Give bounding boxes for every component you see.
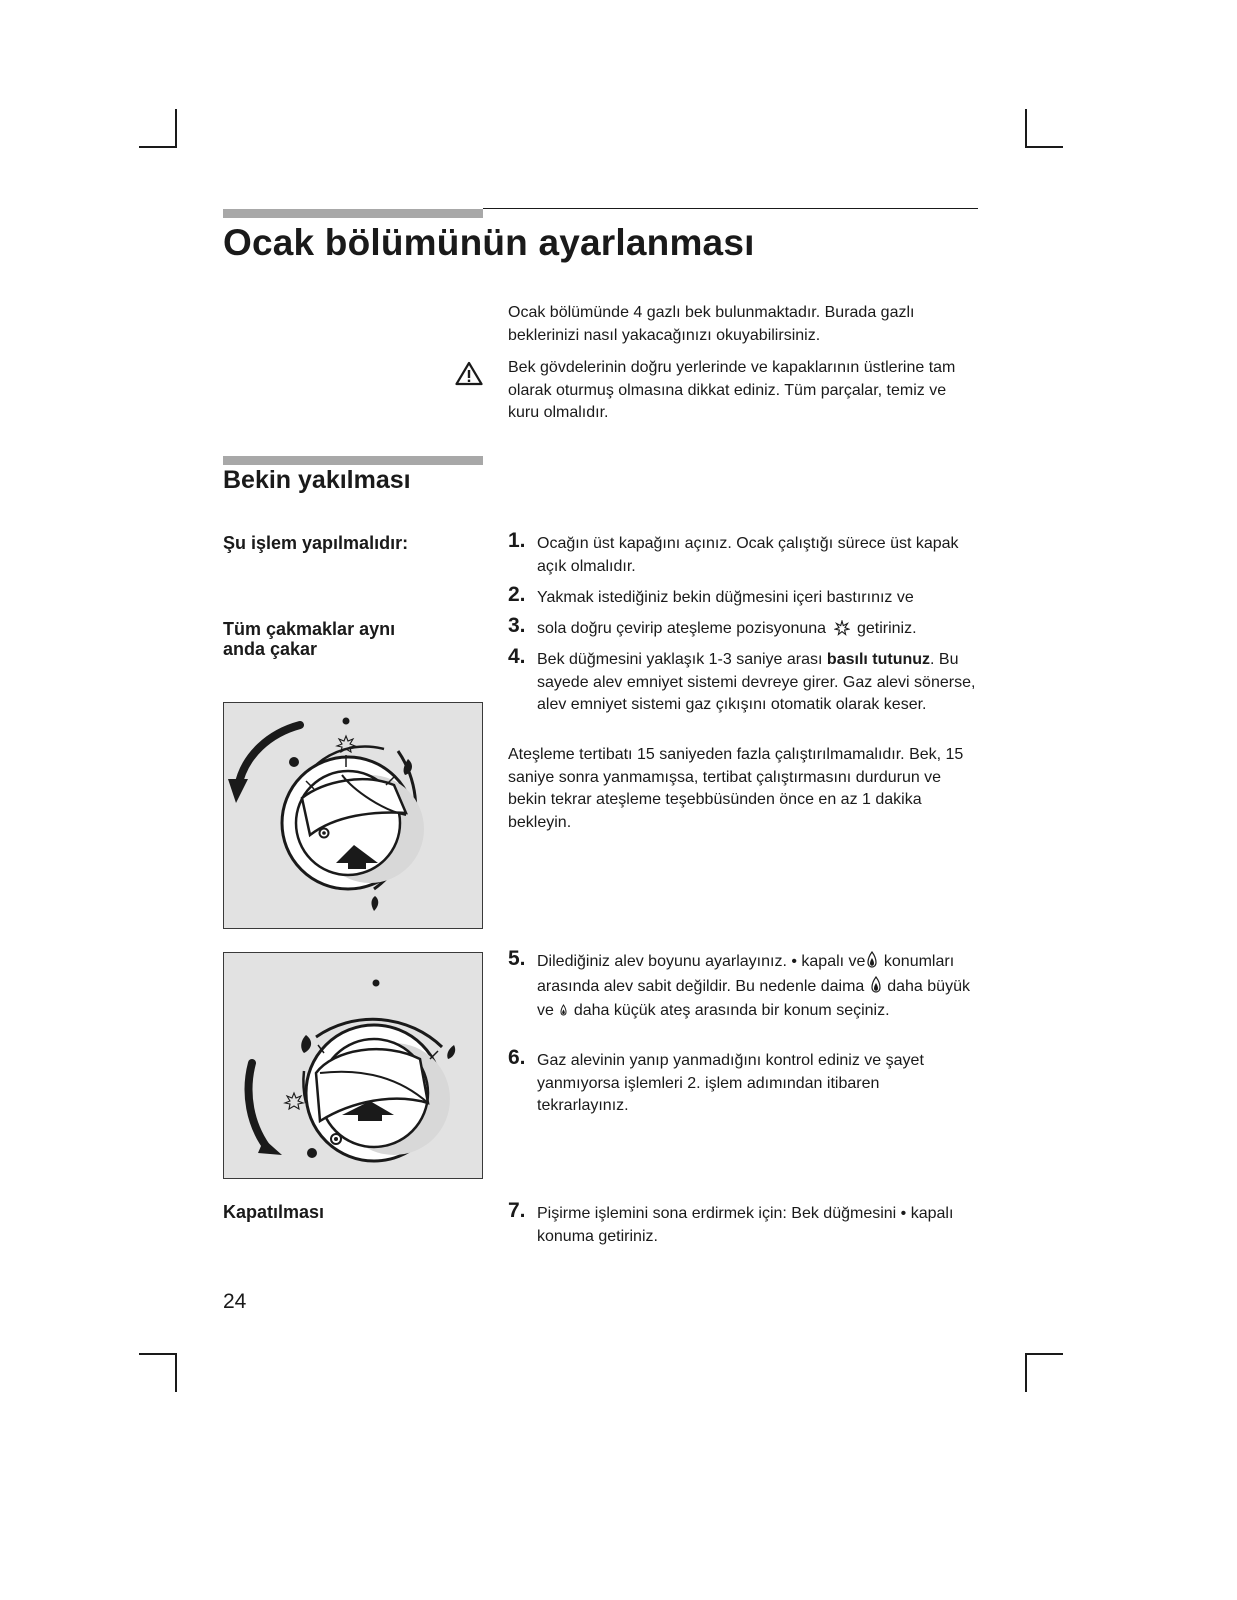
crop-mark-top-left	[175, 109, 177, 148]
step-number: 5.	[508, 947, 526, 970]
step-text-part: daha küçük ateş arasında bir konum seçiniz.	[573, 1002, 890, 1019]
step-6	[508, 1046, 978, 1118]
step-text-part: sola doğru çevirip ateşleme pozisyonuna	[537, 620, 827, 637]
section-title: Bekin yakılması	[223, 466, 411, 494]
step-2	[508, 583, 978, 610]
step-5	[508, 947, 978, 1024]
step-text: Gaz alevinin yanıp yanmadığını kontrol ediniz ve şayet yanmıyorsa işlemleri 2. işlem adımından itibaren tekrarlayınız.	[537, 1052, 924, 1114]
step-number: 4.	[508, 645, 526, 668]
intro-paragraph: Ocak bölümünde 4 gazlı bek bulunmaktadır. Burada gazlı beklerinizi nasıl yakacağınızı okuyabilirsiniz.	[508, 304, 915, 344]
step-text-part: Dilediğiniz alev boyunu ayarlayınız. • kapalı ve	[537, 953, 866, 970]
crop-mark-bottom-left	[175, 1353, 177, 1392]
knob-ignition-illustration	[223, 702, 483, 929]
step-7	[508, 1199, 978, 1248]
step-text-part: Bek düğmesini yaklaşık 1-3 saniye arası	[537, 651, 823, 668]
step-4	[508, 645, 978, 717]
crop-mark-bottom-right	[1025, 1353, 1027, 1392]
step-number: 1.	[508, 529, 526, 552]
step-text-part: konumları arasında alev sabit değildir. Bu nedenle daima	[537, 953, 955, 995]
step-3	[508, 614, 978, 644]
small-flame-icon	[560, 1001, 567, 1024]
step-1	[508, 529, 978, 578]
step-text-part: daha büyük ve	[537, 977, 970, 1019]
step-text: Ocağın üst kapağını açınız. Ocak çalıştığı sürece üst kapak açık olmalıdır.	[537, 535, 959, 575]
step-text: Yakmak istediğiniz bekin düğmesini içeri bastırınız ve	[537, 589, 914, 606]
ignition-note: Ateşleme tertibatı 15 saniyeden fazla çalıştırılmamalıdır. Bek, 15 saniye sonra yanmamışsa, tertibat çalıştırmasını durdurun ve bekin tekrar ateşleme teşebbüsünden önce en az 1 dakika bekleyin.	[508, 746, 964, 831]
warning-paragraph: Bek gövdelerinin doğru yerlerinde ve kapaklarının üstlerine tam olarak oturmuş olmasına dikkat ediniz. Tüm parçalar, temiz ve kuru olmalıdır.	[508, 359, 956, 421]
step-text	[537, 951, 978, 1024]
large-flame-icon	[867, 951, 877, 976]
shutdown-label: Kapatılması	[223, 1202, 325, 1222]
crop-mark-top-left	[139, 146, 177, 148]
title-rule	[483, 208, 978, 209]
step-number: 7.	[508, 1199, 526, 1222]
page-number: 24	[223, 1290, 247, 1313]
step-text: Pişirme işlemini sona erdirmek için: Bek düğmesini • kapalı konuma getiriniz.	[537, 1205, 954, 1245]
step-text	[537, 618, 978, 644]
crop-mark-top-right	[1025, 146, 1063, 148]
spark-icon	[834, 620, 850, 644]
crop-mark-bottom-left	[139, 1353, 177, 1355]
step-text-part: . Bu sayede alev emniyet sistemi devreye girer. Gaz alevi sönerse, alev emniyet sistemi gaz çıkışını otomatik olarak keser.	[537, 651, 976, 713]
large-flame-icon	[871, 976, 881, 1001]
igniter-note-label: Tüm çakmaklar aynı anda çakar	[223, 619, 396, 659]
step-text-part: getiriniz.	[856, 620, 917, 637]
procedure-label: Şu işlem yapılmalıdır:	[223, 533, 409, 553]
title-gray-bar	[223, 209, 483, 218]
step-number: 3.	[508, 614, 526, 637]
crop-mark-bottom-right	[1025, 1353, 1063, 1355]
step-number: 2.	[508, 583, 526, 606]
page-title: Ocak bölümünün ayarlanması	[223, 222, 755, 263]
step-text	[537, 649, 978, 717]
section-gray-bar	[223, 456, 483, 465]
knob-flame-adjust-illustration	[223, 952, 483, 1179]
warning-triangle-icon	[455, 361, 483, 391]
step-number: 6.	[508, 1046, 526, 1069]
step-text-bold: basılı tutunuz	[826, 651, 931, 668]
crop-mark-top-right	[1025, 109, 1027, 148]
